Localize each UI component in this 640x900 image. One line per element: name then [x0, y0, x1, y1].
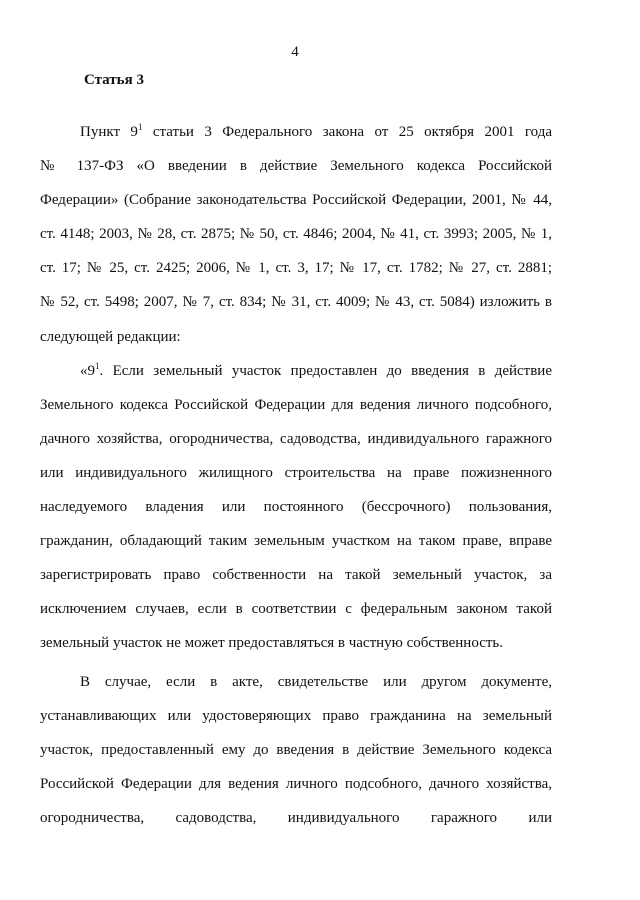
text-line: «$9^1$. Если земельный участок предоставлен до введения в действие	[80, 360, 552, 379]
paragraph	[40, 354, 552, 661]
text-line: ст. 17; № 25, ст. 2425; 2006, № 1, ст. 3, 17; № 17, ст. 1782; № 27, ст. 2881;	[40, 260, 552, 277]
text-line: исключением случаев, если в соответствии с федеральным законом такой	[40, 601, 552, 618]
text-line: № 137-ФЗ «О введении в действие Земельного кодекса Российской	[40, 158, 552, 175]
text-line: Пункт $9^1$ статьи 3 Федерального закона от 25 октября 2001 года	[80, 122, 552, 140]
text-line: участок, предоставленный ему до введения в действие Земельного кодекса	[40, 741, 552, 758]
superscript: 1	[95, 360, 100, 371]
text-line: или индивидуального жилищного строительства на праве пожизненного	[40, 464, 552, 481]
text-line: земельный участок не может предоставляться в частную собственность.	[40, 635, 504, 652]
text-line: зарегистрировать право собственности на такой земельный участок, за	[40, 567, 552, 584]
text-line: огородничества, садоводства, индивидуального гаражного или	[40, 809, 552, 826]
text-line: Земельного кодекса Российской Федерации для ведения личного подсобного,	[40, 396, 552, 413]
text-line: гражданин, обладающий таким земельным участком на таком праве, вправе	[40, 533, 552, 550]
text-line: Российской Федерации для ведения личного подсобного, дачного хозяйства,	[40, 775, 552, 792]
text-line: устанавливающих или удостоверяющих право гражданина на земельный	[40, 707, 552, 724]
text-line: следующей редакции:	[40, 328, 181, 345]
page-number: 4	[291, 44, 299, 60]
text-line: № 52, ст. 5498; 2007, № 7, ст. 834; № 31, ст. 4009; № 43, ст. 5084) изложить в	[40, 294, 552, 311]
document-body	[40, 115, 552, 835]
text-line: наследуемого владения или постоянного (бессрочного) пользования,	[40, 499, 552, 516]
text-line: Федерации» (Собрание законодательства Российской Федерации, 2001, № 44,	[40, 192, 552, 209]
text-line: ст. 4148; 2003, № 28, ст. 2875; № 50, ст. 4846; 2004, № 41, ст. 3993; 2005, № 1,	[40, 226, 552, 243]
superscript: 1	[137, 122, 143, 132]
text-line: дачного хозяйства, огородничества, садоводства, индивидуального гаражного	[40, 430, 552, 447]
paragraph	[40, 665, 552, 835]
text-line: В случае, если в акте, свидетельстве или другом документе,	[80, 673, 552, 690]
paragraph	[40, 115, 552, 354]
article-heading: Статья 3	[84, 72, 144, 88]
